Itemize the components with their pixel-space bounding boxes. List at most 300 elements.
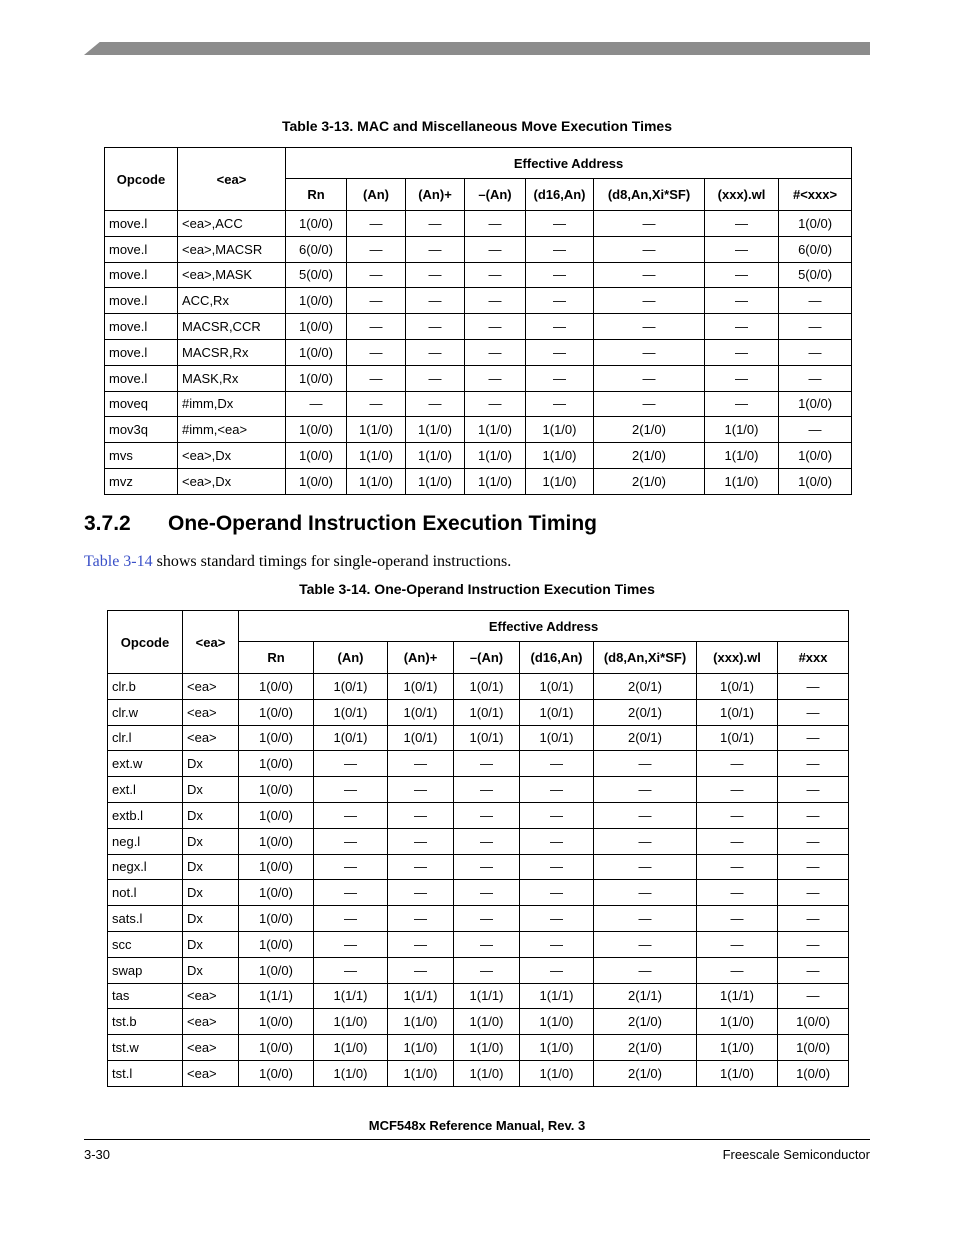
column-header: Rn xyxy=(286,179,347,211)
column-header: #xxx xyxy=(778,642,849,674)
opcode-cell: mov3q xyxy=(105,417,178,443)
timing-cell: — xyxy=(594,777,697,803)
timing-cell: 1(0/0) xyxy=(779,443,852,469)
column-header: (d16,An) xyxy=(526,179,594,211)
opcode-cell: clr.b xyxy=(108,674,183,700)
opcode-cell: clr.w xyxy=(108,699,183,725)
timing-cell: 1(0/1) xyxy=(697,725,778,751)
timing-cell: — xyxy=(454,828,520,854)
opcode-cell: tst.l xyxy=(108,1060,183,1086)
timing-cell: — xyxy=(406,211,465,237)
timing-cell: 1(1/0) xyxy=(705,443,779,469)
opcode-cell: move.l xyxy=(105,236,178,262)
timing-cell: — xyxy=(526,314,594,340)
timing-cell: — xyxy=(594,751,697,777)
ea-cell: <ea>,Dx xyxy=(178,443,286,469)
timing-cell: 1(0/0) xyxy=(239,751,314,777)
opcode-cell: extb.l xyxy=(108,802,183,828)
opcode-cell: swap xyxy=(108,957,183,983)
column-header: –(An) xyxy=(465,179,526,211)
timing-cell: — xyxy=(594,391,705,417)
timing-cell: — xyxy=(778,957,849,983)
timing-cell: — xyxy=(778,699,849,725)
timing-cell: — xyxy=(388,854,454,880)
table-row xyxy=(108,699,849,725)
timing-cell: 1(0/0) xyxy=(778,1060,849,1086)
timing-cell: — xyxy=(465,391,526,417)
timing-cell: — xyxy=(594,314,705,340)
timing-cell: — xyxy=(526,236,594,262)
timing-cell: — xyxy=(520,828,594,854)
ea-cell: <ea> xyxy=(183,725,239,751)
timing-cell: 1(1/0) xyxy=(454,1009,520,1035)
timing-cell: 1(0/0) xyxy=(286,339,347,365)
timing-cell: — xyxy=(454,777,520,803)
table-row xyxy=(108,983,849,1009)
timing-cell: 1(0/0) xyxy=(239,880,314,906)
timing-cell: 1(1/0) xyxy=(314,1035,388,1061)
intro-text: shows standard timings for single-operand instructions. xyxy=(152,553,512,570)
timing-cell: 1(0/0) xyxy=(779,391,852,417)
timing-cell: 1(1/0) xyxy=(454,1060,520,1086)
section-number: 3.7.2 xyxy=(84,512,131,535)
timing-cell: — xyxy=(388,802,454,828)
table-3-14-caption: Table 3-14. One-Operand Instruction Execution Times xyxy=(299,581,655,597)
timing-cell: — xyxy=(778,854,849,880)
column-header: –(An) xyxy=(454,642,520,674)
opcode-cell: scc xyxy=(108,931,183,957)
timing-cell: — xyxy=(594,880,697,906)
opcode-cell: move.l xyxy=(105,262,178,288)
timing-cell: — xyxy=(314,828,388,854)
opcode-cell: negx.l xyxy=(108,854,183,880)
timing-cell: 2(1/1) xyxy=(594,983,697,1009)
table-row xyxy=(105,365,852,391)
timing-cell: — xyxy=(705,288,779,314)
timing-cell: — xyxy=(594,211,705,237)
ea-cell: <ea> xyxy=(183,1009,239,1035)
timing-cell: — xyxy=(526,288,594,314)
timing-cell: — xyxy=(314,751,388,777)
timing-cell: 1(0/1) xyxy=(520,699,594,725)
timing-cell: 2(0/1) xyxy=(594,699,697,725)
timing-cell: — xyxy=(779,417,852,443)
timing-cell: 1(1/0) xyxy=(697,1035,778,1061)
timing-cell: 1(1/0) xyxy=(454,1035,520,1061)
timing-cell: — xyxy=(406,262,465,288)
timing-cell: — xyxy=(314,802,388,828)
ea-cell: <ea>,MASK xyxy=(178,262,286,288)
ea-cell: MACSR,CCR xyxy=(178,314,286,340)
timing-cell: — xyxy=(465,236,526,262)
page-number: 3-30 xyxy=(84,1147,111,1162)
timing-cell: — xyxy=(454,751,520,777)
ea-cell: <ea> xyxy=(183,1035,239,1061)
timing-cell: — xyxy=(778,906,849,932)
timing-cell: 1(0/1) xyxy=(388,699,454,725)
timing-cell: — xyxy=(697,751,778,777)
timing-cell: — xyxy=(347,314,406,340)
timing-cell: 1(0/0) xyxy=(286,365,347,391)
timing-cell: — xyxy=(778,777,849,803)
timing-cell: — xyxy=(526,339,594,365)
timing-cell: 1(0/0) xyxy=(778,1009,849,1035)
timing-cell: 1(0/0) xyxy=(239,957,314,983)
timing-cell: 1(0/0) xyxy=(239,1009,314,1035)
timing-cell: — xyxy=(465,288,526,314)
table-row xyxy=(105,443,852,469)
section-title: One-Operand Instruction Execution Timing xyxy=(168,512,597,535)
timing-cell: — xyxy=(705,339,779,365)
timing-cell: — xyxy=(526,365,594,391)
timing-cell: 1(1/1) xyxy=(520,983,594,1009)
timing-cell: 5(0/0) xyxy=(779,262,852,288)
ea-cell: Dx xyxy=(183,751,239,777)
timing-cell: 1(0/0) xyxy=(239,699,314,725)
timing-cell: — xyxy=(347,262,406,288)
timing-cell: — xyxy=(705,262,779,288)
timing-cell: 2(0/1) xyxy=(594,674,697,700)
timing-cell: 1(1/0) xyxy=(465,443,526,469)
timing-cell: 1(1/0) xyxy=(520,1060,594,1086)
header-bar xyxy=(84,42,870,55)
timing-cell: 1(0/0) xyxy=(239,1035,314,1061)
opcode-cell: move.l xyxy=(105,314,178,340)
table-row xyxy=(105,339,852,365)
timing-cell: 1(1/0) xyxy=(388,1009,454,1035)
timing-cell: — xyxy=(594,802,697,828)
timing-cell: 1(0/0) xyxy=(239,725,314,751)
ea-cell: Dx xyxy=(183,854,239,880)
column-header: (d16,An) xyxy=(520,642,594,674)
table-row xyxy=(108,1060,849,1086)
timing-cell: — xyxy=(697,854,778,880)
timing-cell: 1(1/0) xyxy=(520,1009,594,1035)
timing-cell: — xyxy=(314,854,388,880)
timing-cell: 1(1/1) xyxy=(697,983,778,1009)
table-3-14 xyxy=(107,610,849,1087)
timing-cell: — xyxy=(594,365,705,391)
timing-cell: 1(0/0) xyxy=(286,417,347,443)
timing-cell: — xyxy=(697,802,778,828)
timing-cell: 5(0/0) xyxy=(286,262,347,288)
ea-cell: <ea>,Dx xyxy=(178,468,286,494)
opcode-cell: sats.l xyxy=(108,906,183,932)
timing-cell: — xyxy=(594,931,697,957)
timing-cell: 1(0/1) xyxy=(314,674,388,700)
opcode-cell: move.l xyxy=(105,365,178,391)
timing-cell: — xyxy=(465,339,526,365)
timing-cell: — xyxy=(594,854,697,880)
column-header: (xxx).wl xyxy=(705,179,779,211)
timing-cell: 1(1/0) xyxy=(406,443,465,469)
timing-cell: 1(0/0) xyxy=(239,802,314,828)
timing-cell: 1(1/0) xyxy=(697,1009,778,1035)
timing-cell: — xyxy=(526,211,594,237)
timing-cell: — xyxy=(778,828,849,854)
timing-cell: — xyxy=(526,262,594,288)
timing-cell: — xyxy=(454,931,520,957)
timing-cell: 1(0/0) xyxy=(286,314,347,340)
timing-cell: — xyxy=(454,854,520,880)
timing-cell: — xyxy=(779,288,852,314)
timing-cell: 1(0/1) xyxy=(520,725,594,751)
table-3-13 xyxy=(104,147,852,495)
column-header: (An)+ xyxy=(406,179,465,211)
column-header: (xxx).wl xyxy=(697,642,778,674)
opcode-cell: tas xyxy=(108,983,183,1009)
timing-cell: 1(0/0) xyxy=(239,674,314,700)
timing-cell: — xyxy=(779,314,852,340)
timing-cell: — xyxy=(465,262,526,288)
table-row xyxy=(105,288,852,314)
timing-cell: — xyxy=(388,751,454,777)
timing-cell: 1(0/1) xyxy=(314,699,388,725)
table-row xyxy=(108,880,849,906)
table-row xyxy=(108,1009,849,1035)
timing-cell: 1(1/0) xyxy=(526,443,594,469)
timing-cell: — xyxy=(520,751,594,777)
ea-cell: Dx xyxy=(183,957,239,983)
table-row xyxy=(108,777,849,803)
timing-cell: 1(0/1) xyxy=(454,725,520,751)
timing-cell: 1(0/1) xyxy=(520,674,594,700)
timing-cell: — xyxy=(347,211,406,237)
timing-cell: 2(1/0) xyxy=(594,417,705,443)
timing-cell: 1(0/0) xyxy=(239,854,314,880)
timing-cell: — xyxy=(388,906,454,932)
timing-cell: — xyxy=(705,391,779,417)
timing-cell: — xyxy=(779,365,852,391)
effective-address-header: Effective Address xyxy=(239,611,849,642)
timing-cell: — xyxy=(705,211,779,237)
opcode-cell: ext.l xyxy=(108,777,183,803)
table-row xyxy=(105,211,852,237)
timing-cell: — xyxy=(388,777,454,803)
ea-header: <ea> xyxy=(178,148,286,211)
timing-cell: 1(1/0) xyxy=(705,468,779,494)
opcode-cell: move.l xyxy=(105,288,178,314)
effective-address-header: Effective Address xyxy=(286,148,852,179)
timing-cell: — xyxy=(778,983,849,1009)
timing-cell: — xyxy=(314,880,388,906)
timing-cell: — xyxy=(406,288,465,314)
table-row xyxy=(108,725,849,751)
opcode-header: Opcode xyxy=(105,148,178,211)
column-header: (An) xyxy=(347,179,406,211)
timing-cell: 1(1/0) xyxy=(347,417,406,443)
opcode-cell: tst.b xyxy=(108,1009,183,1035)
timing-cell: — xyxy=(406,391,465,417)
timing-cell: 1(0/1) xyxy=(388,674,454,700)
table-row xyxy=(108,957,849,983)
timing-cell: — xyxy=(594,236,705,262)
timing-cell: 1(0/1) xyxy=(388,725,454,751)
section-heading xyxy=(84,512,597,536)
timing-cell: — xyxy=(406,314,465,340)
column-header: (d8,An,Xi*SF) xyxy=(594,642,697,674)
timing-cell: 1(0/0) xyxy=(286,468,347,494)
timing-cell: — xyxy=(388,931,454,957)
manual-title: MCF548x Reference Manual, Rev. 3 xyxy=(368,1118,586,1133)
timing-cell: — xyxy=(778,880,849,906)
opcode-cell: neg.l xyxy=(108,828,183,854)
ea-cell: ACC,Rx xyxy=(178,288,286,314)
timing-cell: — xyxy=(520,802,594,828)
column-header: (d8,An,Xi*SF) xyxy=(594,179,705,211)
company-name: Freescale Semiconductor xyxy=(722,1147,870,1162)
timing-cell: — xyxy=(454,957,520,983)
timing-cell: — xyxy=(697,828,778,854)
opcode-cell: ext.w xyxy=(108,751,183,777)
footer-divider xyxy=(84,1139,870,1140)
timing-cell: — xyxy=(778,725,849,751)
timing-cell: — xyxy=(520,906,594,932)
table-3-13-caption: Table 3-13. MAC and Miscellaneous Move Execution Times xyxy=(281,118,673,134)
timing-cell: 1(1/0) xyxy=(465,417,526,443)
column-header: Rn xyxy=(239,642,314,674)
timing-cell: 2(1/0) xyxy=(594,1060,697,1086)
ea-cell: #imm,<ea> xyxy=(178,417,286,443)
timing-cell: 1(0/1) xyxy=(454,674,520,700)
timing-cell: — xyxy=(778,802,849,828)
table-row xyxy=(105,236,852,262)
timing-cell: 2(1/0) xyxy=(594,443,705,469)
timing-cell: 1(0/0) xyxy=(778,1035,849,1061)
opcode-cell: mvs xyxy=(105,443,178,469)
table-row xyxy=(108,854,849,880)
timing-cell: — xyxy=(454,906,520,932)
timing-cell: 1(1/0) xyxy=(347,468,406,494)
timing-cell: — xyxy=(286,391,347,417)
timing-cell: — xyxy=(465,314,526,340)
table-row xyxy=(108,802,849,828)
timing-cell: 1(1/0) xyxy=(526,468,594,494)
timing-cell: 1(1/0) xyxy=(465,468,526,494)
timing-cell: — xyxy=(594,906,697,932)
timing-cell: 1(0/0) xyxy=(286,288,347,314)
timing-cell: — xyxy=(594,828,697,854)
timing-cell: 1(0/0) xyxy=(286,211,347,237)
timing-cell: 1(0/0) xyxy=(286,443,347,469)
timing-cell: — xyxy=(778,751,849,777)
timing-cell: 1(1/0) xyxy=(526,417,594,443)
ea-cell: <ea> xyxy=(183,1060,239,1086)
ea-cell: MACSR,Rx xyxy=(178,339,286,365)
timing-cell: — xyxy=(465,365,526,391)
ea-cell: Dx xyxy=(183,880,239,906)
ea-header: <ea> xyxy=(183,611,239,674)
timing-cell: 1(0/0) xyxy=(779,468,852,494)
table-row xyxy=(108,674,849,700)
ea-cell: #imm,Dx xyxy=(178,391,286,417)
ea-cell: <ea> xyxy=(183,699,239,725)
timing-cell: 1(0/0) xyxy=(239,777,314,803)
timing-cell: — xyxy=(594,339,705,365)
timing-cell: — xyxy=(705,236,779,262)
opcode-cell: not.l xyxy=(108,880,183,906)
timing-cell: 1(0/1) xyxy=(454,699,520,725)
column-header: (An)+ xyxy=(388,642,454,674)
timing-cell: — xyxy=(347,365,406,391)
timing-cell: 1(0/1) xyxy=(314,725,388,751)
timing-cell: 1(1/0) xyxy=(314,1060,388,1086)
timing-cell: — xyxy=(314,931,388,957)
timing-cell: — xyxy=(697,880,778,906)
timing-cell: 1(1/1) xyxy=(239,983,314,1009)
timing-cell: 1(0/1) xyxy=(697,674,778,700)
column-header: (An) xyxy=(314,642,388,674)
timing-cell: — xyxy=(406,365,465,391)
table-row xyxy=(105,262,852,288)
opcode-cell: moveq xyxy=(105,391,178,417)
timing-cell: 2(1/0) xyxy=(594,468,705,494)
timing-cell: — xyxy=(697,777,778,803)
table-row xyxy=(105,417,852,443)
timing-cell: 6(0/0) xyxy=(779,236,852,262)
ea-cell: Dx xyxy=(183,777,239,803)
timing-cell: — xyxy=(705,365,779,391)
timing-cell: — xyxy=(388,880,454,906)
timing-cell: 2(1/0) xyxy=(594,1035,697,1061)
timing-cell: — xyxy=(314,906,388,932)
timing-cell: — xyxy=(388,957,454,983)
timing-cell: — xyxy=(406,339,465,365)
timing-cell: 1(1/0) xyxy=(388,1060,454,1086)
opcode-cell: move.l xyxy=(105,339,178,365)
ea-cell: <ea> xyxy=(183,674,239,700)
opcode-header: Opcode xyxy=(108,611,183,674)
ea-cell: Dx xyxy=(183,931,239,957)
ea-cell: MASK,Rx xyxy=(178,365,286,391)
ea-cell: Dx xyxy=(183,828,239,854)
timing-cell: 1(1/1) xyxy=(388,983,454,1009)
timing-cell: — xyxy=(520,931,594,957)
timing-cell: — xyxy=(778,931,849,957)
timing-cell: — xyxy=(779,339,852,365)
timing-cell: — xyxy=(406,236,465,262)
table-row xyxy=(105,391,852,417)
ea-cell: <ea> xyxy=(183,983,239,1009)
table-3-14-link[interactable]: Table 3-14 xyxy=(84,553,153,570)
table-row xyxy=(108,931,849,957)
timing-cell: 1(1/0) xyxy=(388,1035,454,1061)
timing-cell: 1(0/0) xyxy=(239,906,314,932)
timing-cell: 1(1/0) xyxy=(406,468,465,494)
timing-cell: 1(1/0) xyxy=(406,417,465,443)
timing-cell: 1(1/1) xyxy=(454,983,520,1009)
intro-paragraph xyxy=(84,553,511,571)
timing-cell: — xyxy=(347,391,406,417)
timing-cell: 1(0/0) xyxy=(239,1060,314,1086)
timing-cell: 1(0/0) xyxy=(779,211,852,237)
timing-cell: 1(1/0) xyxy=(347,443,406,469)
timing-cell: 1(0/0) xyxy=(239,828,314,854)
timing-cell: — xyxy=(520,777,594,803)
timing-cell: — xyxy=(697,957,778,983)
timing-cell: — xyxy=(388,828,454,854)
timing-cell: 1(1/0) xyxy=(520,1035,594,1061)
timing-cell: — xyxy=(347,339,406,365)
column-header: #<xxx> xyxy=(779,179,852,211)
timing-cell: — xyxy=(520,880,594,906)
timing-cell: — xyxy=(314,957,388,983)
ea-cell: Dx xyxy=(183,906,239,932)
timing-cell: — xyxy=(465,211,526,237)
opcode-cell: mvz xyxy=(105,468,178,494)
timing-cell: 2(0/1) xyxy=(594,725,697,751)
timing-cell: — xyxy=(526,391,594,417)
